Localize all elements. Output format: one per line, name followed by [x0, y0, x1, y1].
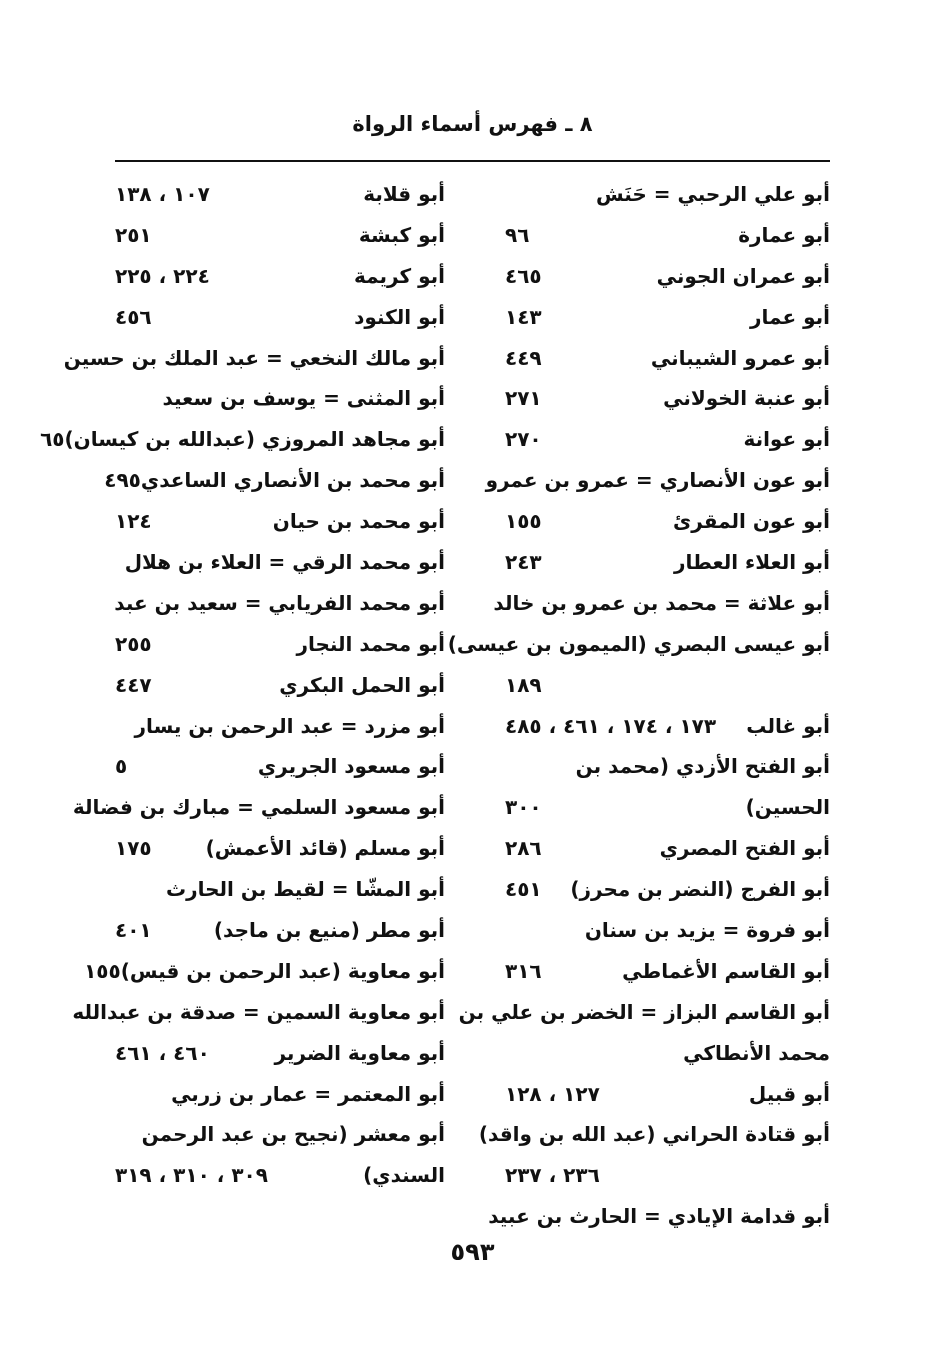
index-entry [505, 746, 830, 787]
index-entry [115, 869, 445, 910]
index-entry [115, 378, 445, 419]
header-rule [115, 160, 830, 162]
narrator-name: أبو مجاهد المروزي (عبدالله بن كيسان) [64, 427, 445, 452]
index-entry [115, 746, 445, 787]
page-references: ١٥٥ [505, 509, 542, 534]
narrator-name: أبو مالك النخعي = عبد الملك بن حسين [63, 345, 445, 370]
index-column-right [447, 174, 830, 1237]
narrator-name: أبو الحمل البكري [279, 672, 445, 697]
narrator-name: أبو عون المقرئ [672, 509, 830, 534]
index-entry [115, 624, 445, 665]
narrator-name: أبو قلابة [363, 182, 445, 206]
narrator-name: أبو محمد بن حيان [272, 509, 445, 534]
narrator-name: أبو عيسى البصري (الميمون بن عيسى) [447, 631, 830, 656]
index-entry [505, 215, 830, 256]
narrator-name: أبو محمد بن الأنصاري الساعدي [140, 468, 445, 493]
narrator-name: أبو القاسم البزاز = الخضر بن علي بن [458, 999, 830, 1024]
index-entry [115, 174, 445, 215]
narrator-name: أبو معشر (نجيح بن عبد الرحمن [141, 1122, 445, 1147]
narrator-name: أبو فروة = يزيد بن سنان [584, 918, 830, 943]
narrator-name: أبو الكنود [354, 304, 445, 329]
page-references: ١٤٣ [505, 304, 542, 329]
narrator-name: أبو مسعود السلمي = مبارك بن فضالة [72, 795, 445, 820]
index-entry [63, 338, 445, 379]
narrator-name: أبو محمد الرقي = العلاء بن هلال [124, 550, 445, 575]
index-entry [493, 583, 830, 624]
narrator-name: أبو قدامة الإيادي = الحارث بن عبيد [488, 1204, 830, 1229]
narrator-name: الحسين) [745, 795, 830, 820]
index-entry [505, 1074, 830, 1115]
narrator-name: أبو مسلم (قائد الأعمش) [205, 836, 445, 861]
page-header: ٨ ـ فهرس أسماء الرواة [352, 112, 593, 136]
narrator-name: أبو عنبة الخولاني [663, 386, 830, 411]
narrator-name: أبو مسعود الجريري [257, 754, 445, 779]
index-entry [485, 460, 830, 501]
page-references: ١٢٤ [115, 509, 152, 534]
narrator-name: أبو محمد النجار [296, 631, 445, 656]
page-references: ٢٤٣ [505, 550, 542, 575]
narrator-name: أبو محمد الفريابي = سعيد بن عبد [114, 590, 445, 615]
narrator-name: أبو علي الرحبي = حَنَش [595, 182, 830, 206]
narrator-name: أبو الفتح المصري [659, 836, 830, 861]
page-references: ٤٤٩ [505, 345, 542, 370]
page-references: ١٨٩ [505, 672, 542, 697]
narrator-name: أبو الفتح الأزدي (محمد بن [575, 754, 830, 779]
index-entry [447, 624, 830, 665]
index-entry [115, 583, 445, 624]
index-entry [505, 1033, 830, 1074]
page-references: ٤٦٥ [505, 263, 542, 288]
narrator-name: أبو مطر (منيع بن ماجد) [213, 918, 445, 943]
index-entry [104, 460, 445, 501]
index-entry [72, 992, 445, 1033]
index-entry [115, 706, 445, 747]
narrator-name: أبو قبيل [748, 1081, 830, 1106]
index-entry [505, 869, 830, 910]
page-references: ٢٣٦ ، ٢٣٧ [505, 1163, 600, 1188]
index-entry [505, 951, 830, 992]
page-references: ٦٥ [40, 427, 65, 452]
narrator-name: أبو معاوية الضرير [274, 1040, 445, 1065]
page-references: ٤٠١ [115, 918, 152, 943]
page-references: ٢٥١ [115, 222, 152, 247]
index-entry [505, 419, 830, 460]
index-entry [505, 297, 830, 338]
narrator-name: أبو معاوية (عبد الرحمن بن قيس) [120, 958, 445, 983]
index-entry [115, 542, 445, 583]
page-references: ٤٥١ [505, 877, 542, 902]
narrator-name: أبو المشّا = لقيط بن الحارث [165, 877, 445, 902]
page-references: ١٢٧ ، ١٢٨ [505, 1081, 600, 1106]
index-entry [72, 787, 445, 828]
page-references: ٤٥٦ [115, 304, 152, 329]
index-entry [84, 951, 445, 992]
narrator-name: أبو الفرج (النضر بن محرز) [570, 877, 830, 902]
narrator-name: السندي) [363, 1163, 445, 1188]
index-entry [505, 256, 830, 297]
narrator-name: أبو معاوية السمين = صدقة بن عبدالله [72, 999, 445, 1024]
index-entry [115, 501, 445, 542]
index-entry [505, 665, 830, 706]
index-entry [505, 501, 830, 542]
narrator-name: أبو عمارة [738, 222, 830, 247]
index-entry [115, 256, 445, 297]
index-entry [505, 378, 830, 419]
narrator-name: أبو المثنى = يوسف بن سعيد [162, 386, 445, 411]
index-entry [505, 706, 830, 747]
index-entry [458, 992, 830, 1033]
index-column-left [40, 174, 445, 1196]
index-entry [505, 828, 830, 869]
page-references: ٣٠٩ ، ٣١٠ ، ٣١٩ [115, 1163, 268, 1188]
narrator-name: أبو قتادة الحراني (عبد الله بن واقد) [478, 1122, 830, 1147]
page-references: ٢٢٤ ، ٢٢٥ [115, 263, 210, 288]
index-entry [505, 910, 830, 951]
index-entry [115, 828, 445, 869]
page-references: ٥ [115, 754, 128, 779]
index-entry [488, 1196, 830, 1237]
page-references: ٤٩٥ [104, 468, 141, 493]
index-entry [115, 1033, 445, 1074]
narrator-name: أبو عمرو الشيباني [650, 345, 830, 370]
index-entry [478, 1114, 830, 1155]
narrator-name: أبو العلاء العطار [673, 550, 830, 575]
page-references: ٤٤٧ [115, 672, 152, 697]
narrator-name: أبو القاسم الأغماطي [622, 958, 830, 983]
narrator-name: أبو كبشة [358, 222, 445, 247]
page-references: ٢٨٦ [505, 836, 542, 861]
narrator-name: أبو المعتمر = عمار بن زربي [171, 1081, 445, 1106]
narrator-name: محمد الأنطاكي [683, 1040, 830, 1065]
index-entry [115, 910, 445, 951]
index-entry [505, 787, 830, 828]
index-entry [505, 1155, 830, 1196]
index-entry [505, 542, 830, 583]
page-references: ١٠٧ ، ١٣٨ [115, 182, 210, 206]
page-references: ١٧٣ ، ١٧٤ ، ٤٦١ ، ٤٨٥ [505, 713, 717, 738]
narrator-name: أبو مزرد = عبد الرحمن بن يسار [134, 713, 445, 738]
page-references: ٩٦ [505, 222, 530, 247]
index-entry [115, 665, 445, 706]
page-references: ٤٦٠ ، ٤٦١ [115, 1040, 210, 1065]
index-entry [115, 1155, 445, 1196]
narrator-name: أبو علاثة = محمد بن عمرو بن خالد [493, 590, 830, 615]
index-entry [115, 1074, 445, 1115]
narrator-name: أبو عوانة [743, 427, 830, 452]
narrator-name: أبو عمران الجوني [656, 263, 830, 288]
page-references: ٢٧١ [505, 386, 542, 411]
index-entry [505, 174, 830, 215]
narrator-name: أبو عمار [750, 304, 830, 329]
narrator-name: أبو غالب [746, 713, 830, 738]
index-entry [115, 1114, 445, 1155]
page-references: ١٧٥ [115, 836, 152, 861]
page-references: ١٥٥ [84, 958, 121, 983]
page-number: ٥٩٣ [450, 1238, 495, 1266]
narrator-name: أبو كريمة [354, 263, 445, 288]
index-entry [115, 297, 445, 338]
page-references: ٣١٦ [505, 958, 542, 983]
narrator-name: أبو عون الأنصاري = عمرو بن عمرو [485, 468, 830, 493]
index-entry [115, 215, 445, 256]
page-references: ٣٠٠ [505, 795, 542, 820]
index-entry [40, 419, 445, 460]
index-entry [505, 338, 830, 379]
page-references: ٢٧٠ [505, 427, 542, 452]
page-references: ٢٥٥ [115, 631, 152, 656]
